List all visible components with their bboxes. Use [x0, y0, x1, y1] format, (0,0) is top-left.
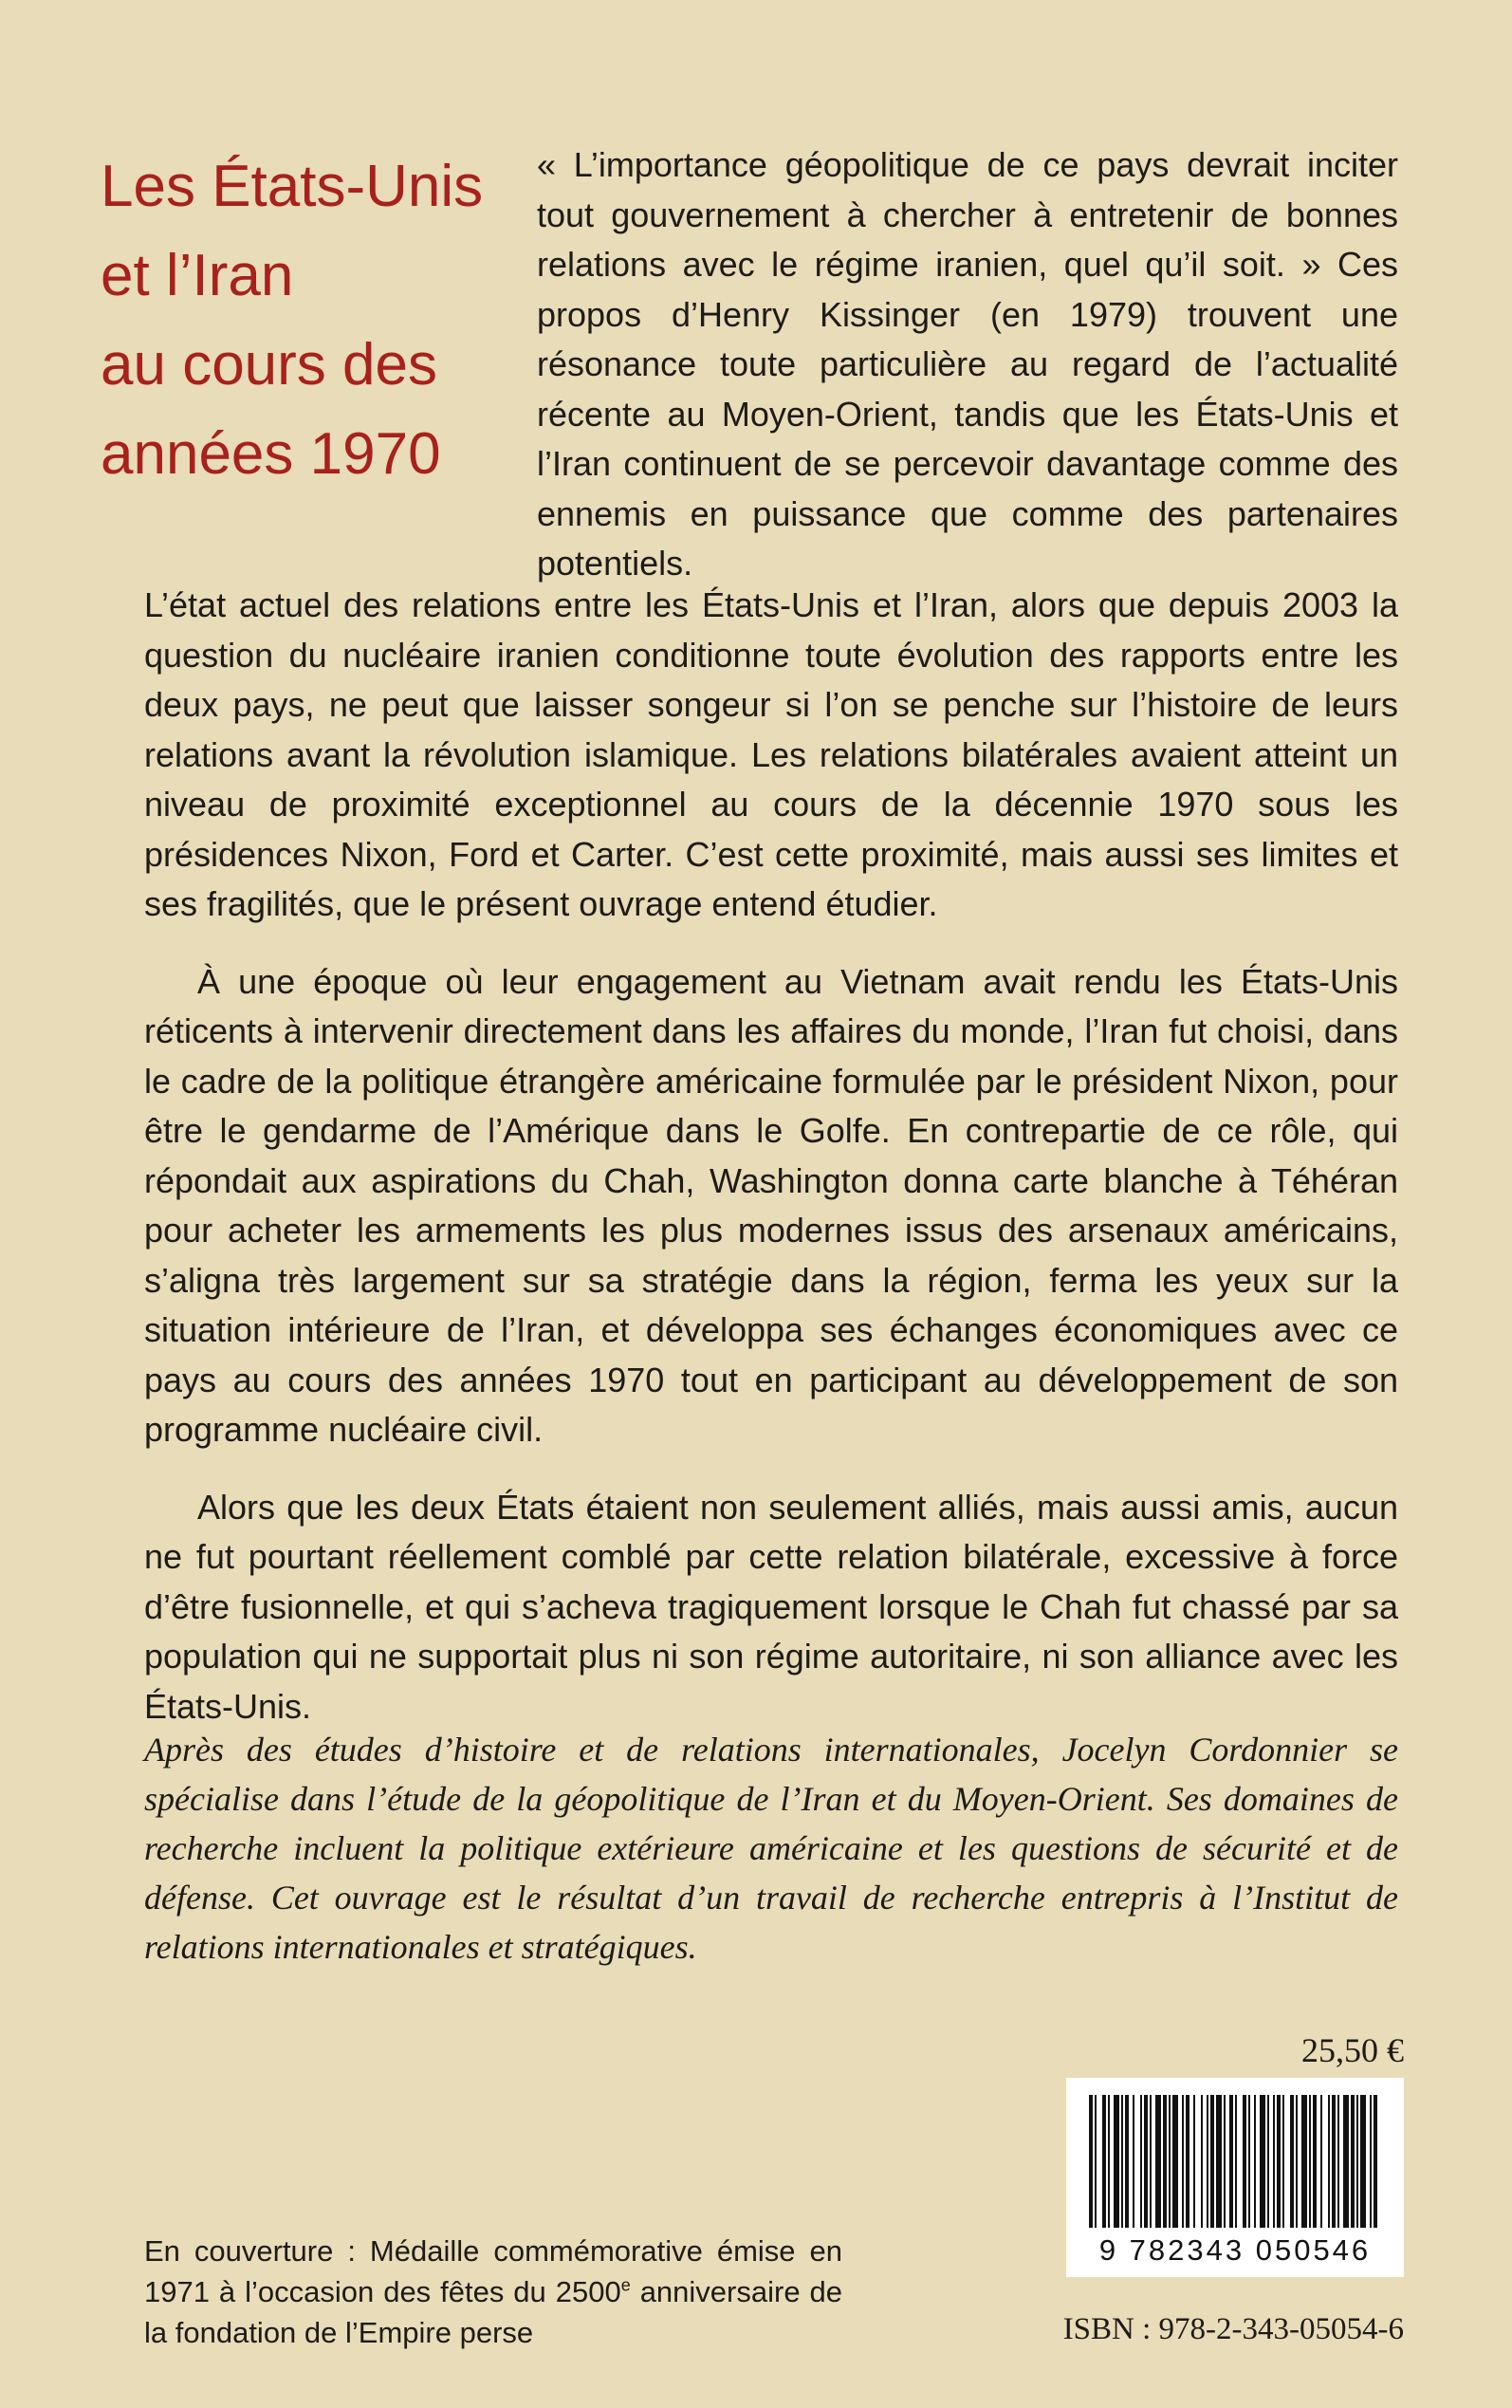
barcode-bar — [1144, 2095, 1148, 2228]
barcode-bar — [1224, 2095, 1226, 2228]
barcode — [1066, 2078, 1404, 2277]
barcode-bar — [1201, 2095, 1203, 2228]
barcode-bar — [1360, 2095, 1366, 2228]
barcode-bar — [1210, 2095, 1214, 2228]
barcode-bar — [1282, 2095, 1284, 2228]
barcode-bar — [1374, 2095, 1377, 2228]
barcode-bar — [1267, 2095, 1269, 2228]
barcode-bar — [1277, 2095, 1281, 2228]
barcode-bar — [1343, 2095, 1349, 2228]
barcode-bar — [1320, 2095, 1322, 2228]
barcode-bar — [1313, 2095, 1317, 2228]
barcode-bar — [1182, 2095, 1184, 2228]
book-title — [101, 142, 518, 499]
title-line: Les États-Unis — [101, 154, 484, 219]
barcode-number: 9 782343 050546 — [1098, 2233, 1372, 2267]
barcode-bar — [1235, 2095, 1237, 2228]
barcode-bar — [1169, 2095, 1171, 2228]
barcode-bar — [1207, 2095, 1208, 2228]
barcode-bar — [1114, 2095, 1119, 2228]
price: 25,50 € — [1301, 2031, 1404, 2069]
barcode-bar — [1273, 2095, 1275, 2228]
barcode-bar — [1332, 2095, 1336, 2228]
barcode-bar — [1125, 2095, 1129, 2228]
isbn: ISBN : 978-2-343-05054-6 — [1062, 2312, 1404, 2346]
cover-credit-superscript: e — [620, 2275, 631, 2295]
barcode-bar — [1186, 2095, 1189, 2228]
barcode-bar — [1172, 2095, 1178, 2228]
blurb-paragraph: À une époque où leur engagement au Vietnam avait rendu les États-Unis réticents à intervenir directement dans les affaires du monde, l’Iran fut choisi, dans le cadre de la politique étrangère américaine formulée par le président Nixon, pour être le gendarme de l’Amérique dans le Golfe. En contrepartie de ce rôle, qui répondait aux aspirations du Chah, Washington donna carte blanche à Téhéran pour acheter les armements les plus modernes issus des arsenaux américains, s’aligna très largement sur sa stratégie dans la région, ferma les yeux sur la situation intérieure de l’Iran, et développa ses échanges économiques avec ce pays au cours des années 1970 tout en participant au développement de son programme nucléaire civil. — [144, 961, 1398, 1449]
barcode-bar — [1229, 2095, 1233, 2228]
barcode-bar — [1356, 2095, 1358, 2228]
barcode-bar — [1121, 2095, 1123, 2228]
barcode-bar — [1260, 2095, 1265, 2228]
barcode-bar — [1193, 2095, 1195, 2228]
barcode-bar — [1309, 2095, 1311, 2228]
author-bio: Après des études d’histoire et de relations internationales, Jocelyn Cordonnier se spécialise dans l’étude de la géopolitique de l’Iran et du Moyen-Orient. Ses domaines de recherche incluent la politique extérieure américaine et les questions de sécurité et de défense. Cet ouvrage est le résultat d’un travail de recherche entrepris à l’Institut de relations internationales et stratégiques. — [144, 1731, 1398, 1966]
barcode-bar — [1150, 2095, 1152, 2228]
barcode-bar — [1163, 2095, 1167, 2228]
barcode-bar — [1216, 2095, 1222, 2228]
barcode-bar — [1133, 2095, 1134, 2228]
barcode-bar — [1301, 2095, 1307, 2228]
kissinger-quote: « L’importance géopolitique de ce pays devrait inciter tout gouvernement à chercher à entretenir de bonnes relations avec le régime iranien, quel qu’il soit. » Ces propos d’Henry Kissinger (en 1979) trouvent une résonance toute particulière au regard de l’actualité récente au Moyen-Orient, tandis que les États-Unis et l’Iran continuent de se percevoir davantage comme des ennemis en puissance que comme des partenaires potentiels. — [537, 145, 1398, 583]
cover-credit — [144, 2231, 842, 2353]
cover-credit-text-end: anniversaire de la fondation de l’Empire perse — [144, 2275, 842, 2349]
title-line: années 1970 — [101, 421, 441, 487]
blurb-paragraph: L’état actuel des relations entre les États-Unis et l’Iran, alors que depuis 2003 la question du nucléaire iranien conditionne toute évolution des rapports entre les deux pays, ne peut que laisser songeur si l’on se penche sur l’histoire de leurs relations avant la révolution islamique. Les relations bilatérales avaient atteint un niveau de proximité exceptionnel au cours de la décennie 1970 sous les présidences Nixon, Ford et Carter. C’est cette proximité, mais aussi ses limites et ses fragilités, que le présent ouvrage entend étudier. — [144, 585, 1398, 923]
blurb-paragraph: Alors que les deux États étaient non seulement alliés, mais aussi amis, aucun ne fut pourtant réellement comblé par cette relation bilatérale, excessive à force d’être fusionnelle, et qui s’acheva tragiquement lorsque le Chah fut chassé par sa population qui ne supportait plus ni son régime autoritaire, ni son alliance avec les États-Unis. — [144, 1487, 1398, 1726]
barcode-bar — [1370, 2095, 1372, 2228]
barcode-bar — [1108, 2095, 1110, 2228]
barcode-bar — [1155, 2095, 1161, 2228]
barcode-bar — [1290, 2095, 1294, 2228]
title-line: et l’Iran — [101, 243, 294, 308]
barcode-bar — [1243, 2095, 1246, 2228]
cover-credit-text: En couverture : Médaille commémorative émise en 1971 à l’occasion des fêtes du 2500 — [144, 2234, 842, 2308]
barcode-bar — [1328, 2095, 1330, 2228]
barcode-bar — [1254, 2095, 1256, 2228]
barcode-bar — [1140, 2095, 1142, 2228]
barcode-bar — [1296, 2095, 1298, 2228]
blurb-body — [144, 581, 1398, 1759]
barcode-bar — [1337, 2095, 1339, 2228]
barcode-bar — [1102, 2095, 1106, 2228]
barcode-bar — [1351, 2095, 1355, 2228]
barcode-bar — [1248, 2095, 1250, 2228]
title-line: au cours des — [101, 332, 437, 398]
barcode-bars — [1087, 2095, 1383, 2228]
barcode-bar — [1095, 2095, 1097, 2228]
barcode-bar — [1089, 2095, 1093, 2228]
